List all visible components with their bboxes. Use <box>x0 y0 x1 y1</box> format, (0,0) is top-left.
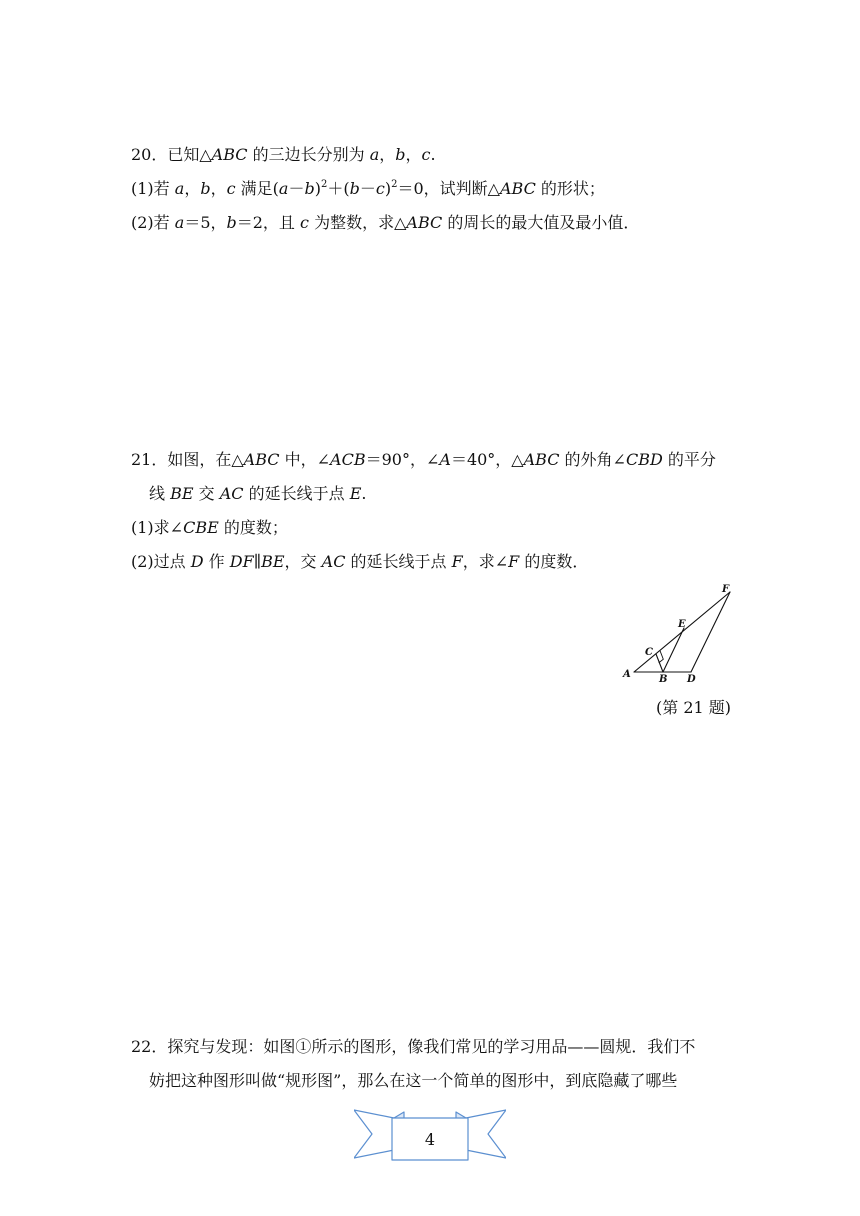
label-F: F <box>722 584 730 595</box>
q21-part1: (1)求∠CBE 的度数； <box>131 518 288 537</box>
ribbon-right-tail <box>466 1110 506 1158</box>
label-E: E <box>678 619 686 630</box>
label-B: B <box>659 674 668 685</box>
page-number: 4 <box>424 1130 436 1149</box>
line-DF <box>691 592 730 672</box>
right-angle-mark <box>659 651 663 663</box>
q22-stem-cont: 妨把这种图形叫做“规形图”，那么在这一个简单的图形中，到底隐藏了哪些 <box>149 1071 678 1090</box>
q22-stem: 22．探究与发现：如图①所示的图形，像我们常见的学习用品——圆规．我们不 <box>131 1037 696 1056</box>
label-A: A <box>623 669 631 680</box>
q21-part2: (2)过点 D 作 DF∥BE，交 AC 的延长线于点 F，求∠F 的度数． <box>131 552 589 571</box>
q21-stem-cont: 线 BE 交 AC 的延长线于点 E. <box>149 484 367 503</box>
q20-part1: (1)若 a，b，c 满足$(a-b)^2+(b-c)^2=0$，试判断△ABC 的形状； <box>131 179 605 198</box>
q21-figure-caption: (第 21 题) <box>656 698 732 717</box>
q21-figure <box>620 580 745 685</box>
q20-part2: (2)若 a＝5，b＝2，且 c 为整数，求△ABC 的周长的最大值及最小值． <box>131 213 640 232</box>
label-C: C <box>645 647 653 658</box>
label-D: D <box>687 674 696 685</box>
q20-stem: 20．已知△ABC 的三边长分别为 a，b，c. <box>131 145 436 164</box>
line-BE <box>663 628 684 672</box>
q21-stem: 21．如图，在△ABC 中，∠ACB＝90°，∠A＝40°，△ABC 的外角∠CBD 的平分 <box>131 450 716 469</box>
ribbon-left-tail <box>354 1110 394 1158</box>
